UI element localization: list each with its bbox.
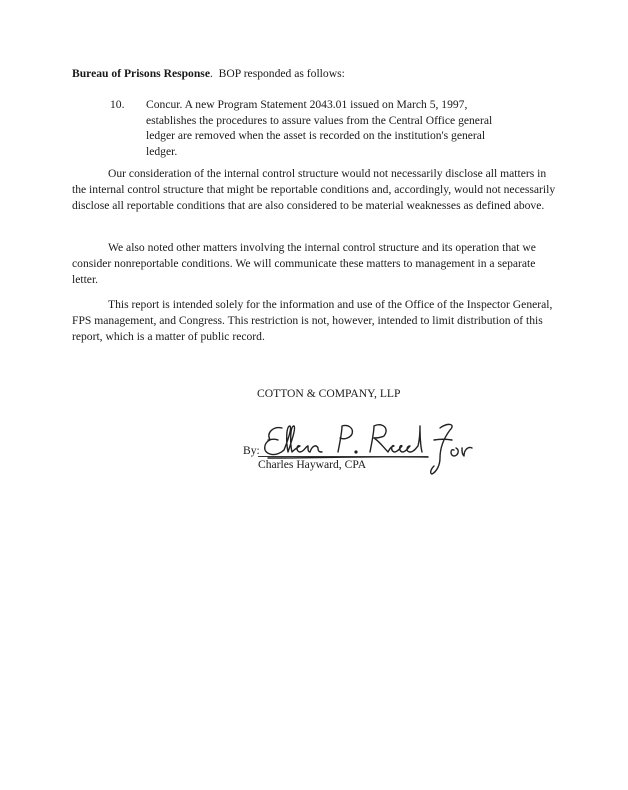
- paragraph-internal-control: Our consideration of the internal control structure would not necessarily disclose all matters in the internal control structure that might be reportable conditions and, accordingly, would not necessarily disclose all reportable conditions that are also considered to be material weaknesses as defined above.: [72, 167, 556, 212]
- signer-name: Charles Hayward, CPA: [258, 458, 367, 471]
- response-lead-in: BOP responded as follows:: [218, 67, 345, 80]
- response-heading-line: Bureau of Prisons Response. BOP responded as follows:: [72, 67, 345, 80]
- by-label: By:: [243, 444, 260, 457]
- item-number: 10.: [110, 98, 125, 111]
- item-text: Concur. A new Program Statement 2043.01 issued on March 5, 1997, establishes the procedures to assure values from the Central Office general ledger are removed when the asset is recorded on the institution's general ledger.: [146, 98, 493, 158]
- paragraph-other-matters: We also noted other matters involving the internal control structure and its operation that we consider nonreportable conditions. We will communicate these matters to management in a separate letter.: [72, 241, 536, 286]
- signature-line: [258, 456, 428, 457]
- response-heading: Bureau of Prisons Response: [72, 67, 210, 80]
- firm-name: COTTON & COMPANY, LLP: [257, 387, 401, 400]
- paragraph-restriction: This report is intended solely for the information and use of the Office of the Inspector General, FPS management, and Congress. This restriction is not, however, intended to limit distribution of this report, which is a matter of public record.: [72, 298, 553, 343]
